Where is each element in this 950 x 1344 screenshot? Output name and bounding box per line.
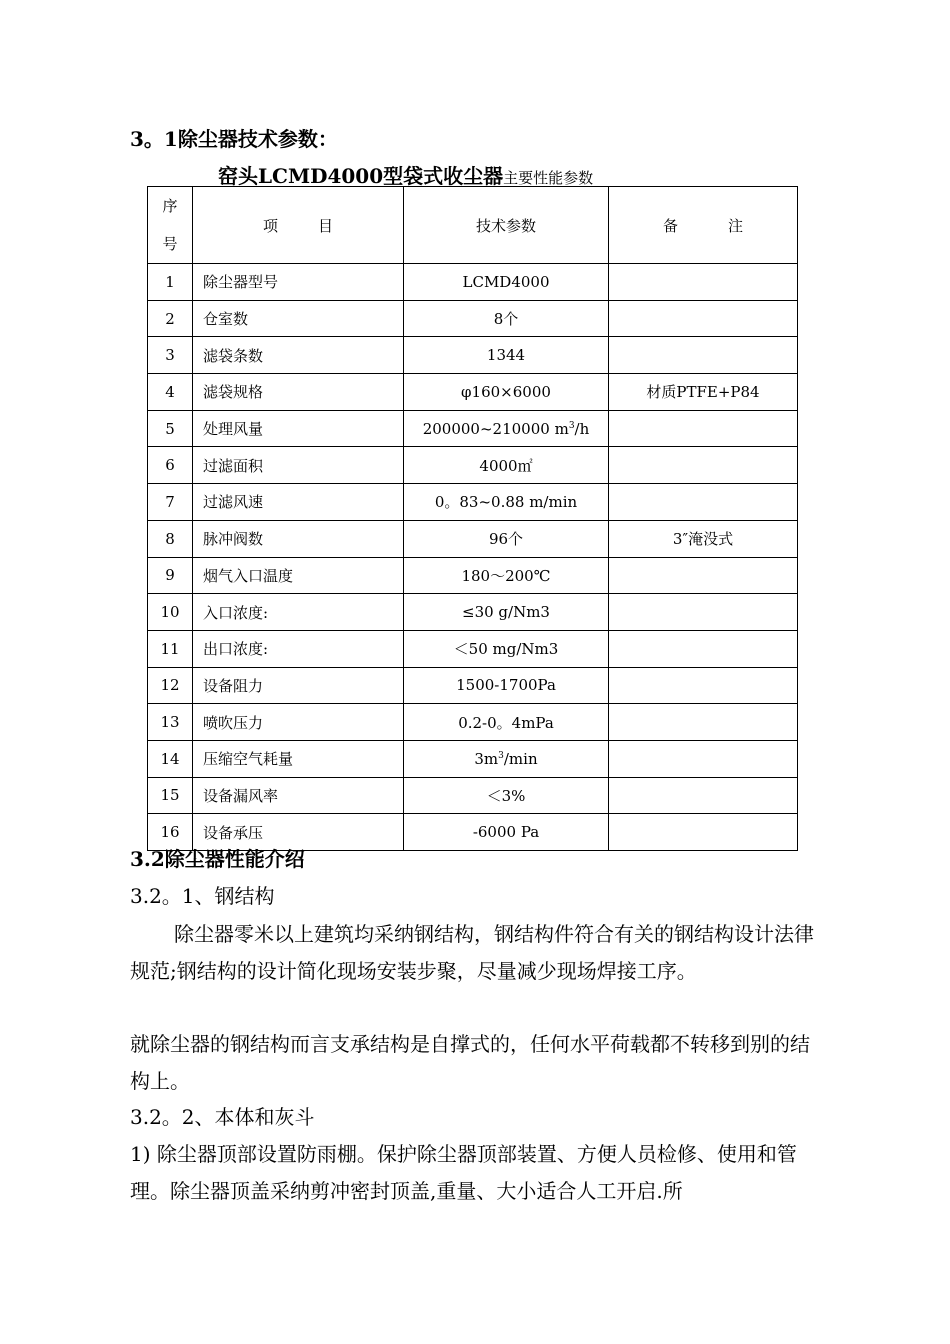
row-item: 设备阻力 (193, 667, 404, 704)
table-row (148, 704, 798, 741)
table-caption (218, 160, 593, 189)
row-param: 200000~210000 $m^3/h$ (404, 410, 609, 447)
paragraph-1: 除尘器零米以上建筑均采纳钢结构，钢结构件符合有关的钢结构设计法律规范;钢结构的设计简化现场安装步聚，尽量减少现场焊接工序。 (130, 922, 814, 983)
row-note (609, 410, 798, 447)
row-number: 15 (148, 777, 193, 814)
header-param: 技术参数 (404, 187, 609, 264)
table-caption-main: 窑头LCMD4000型袋式收尘器 (218, 164, 504, 188)
row-item: 设备承压 (193, 814, 404, 851)
row-note: 3″淹没式 (609, 520, 798, 557)
table-row (148, 300, 798, 337)
row-note (609, 630, 798, 667)
row-item: 喷吹压力 (193, 704, 404, 741)
row-param: φ160×6000 (404, 374, 609, 411)
table-row (148, 374, 798, 411)
header-note: 备注 (609, 187, 798, 264)
row-item: 烟气入口温度 (193, 557, 404, 594)
row-number: 14 (148, 740, 193, 777)
row-item: 设备漏风率 (193, 777, 404, 814)
row-item: 脉冲阀数 (193, 520, 404, 557)
row-number: 6 (148, 447, 193, 484)
row-note (609, 594, 798, 631)
header-item: 项目 (193, 187, 404, 264)
row-param: 1344 (404, 337, 609, 374)
row-number: 1 (148, 264, 193, 301)
row-number: 3 (148, 337, 193, 374)
row-item: 处理风量 (193, 410, 404, 447)
table-row (148, 484, 798, 521)
section-32-title: 3.2除尘器性能介绍 (130, 847, 305, 871)
table-row (148, 667, 798, 704)
table-row (148, 777, 798, 814)
table-row (148, 740, 798, 777)
row-param: 96个 (404, 520, 609, 557)
row-number: 13 (148, 704, 193, 741)
row-number: 10 (148, 594, 193, 631)
row-item: 滤袋规格 (193, 374, 404, 411)
row-note (609, 264, 798, 301)
row-note: 材质PTFE+P84 (609, 374, 798, 411)
row-note (609, 740, 798, 777)
row-item: 压缩空气耗量 (193, 740, 404, 777)
row-item: 仓室数 (193, 300, 404, 337)
row-number: 9 (148, 557, 193, 594)
row-note (609, 557, 798, 594)
row-note (609, 777, 798, 814)
subsection-321: 3.2。1、钢结构 (130, 884, 275, 908)
row-param: 180～200℃ (404, 557, 609, 594)
table-row (148, 557, 798, 594)
table-row (148, 410, 798, 447)
row-number: 2 (148, 300, 193, 337)
row-note (609, 300, 798, 337)
row-number: 12 (148, 667, 193, 704)
row-param: 4000㎡ (404, 447, 609, 484)
row-param: 0.2-0。4mPa (404, 704, 609, 741)
table-row (148, 520, 798, 557)
row-param: ＜50 mg/Nm3 (404, 630, 609, 667)
row-item: 过滤风速 (193, 484, 404, 521)
row-item: 过滤面积 (193, 447, 404, 484)
row-param: -6000 Pa (404, 814, 609, 851)
row-note (609, 704, 798, 741)
row-number: 16 (148, 814, 193, 851)
paragraph-2: 就除尘器的钢结构而言支承结构是自撑式的，任何水平荷载都不转移到别的结构上。 (130, 1032, 810, 1093)
subsection-322: 3.2。2、本体和灰斗 (130, 1105, 315, 1129)
table-row (148, 594, 798, 631)
table-row (148, 337, 798, 374)
table-row (148, 630, 798, 667)
section-title: 3。1除尘器技术参数： (130, 127, 338, 151)
row-note (609, 667, 798, 704)
row-param: $3m^3/\min$ (404, 740, 609, 777)
row-number: 4 (148, 374, 193, 411)
row-note (609, 447, 798, 484)
row-param: 0。83~0.88 m/min (404, 484, 609, 521)
row-param: ≤30 g/Nm3 (404, 594, 609, 631)
row-note (609, 484, 798, 521)
header-serial: 序 号 (148, 187, 193, 264)
table-header-row (148, 187, 798, 264)
row-note (609, 337, 798, 374)
parameter-table (147, 186, 798, 851)
row-number: 5 (148, 410, 193, 447)
table-row (148, 447, 798, 484)
paragraph-3: 1) 除尘器顶部设置防雨棚。保护除尘器顶部装置、方便人员检修、使用和管理。除尘器顶盖采纳剪冲密封顶盖,重量、大小适合人工开启.所 (130, 1142, 797, 1203)
table-caption-sub: 主要性能参数 (503, 169, 594, 187)
row-param: 8个 (404, 300, 609, 337)
row-param: 1500-1700Pa (404, 667, 609, 704)
row-param: LCMD4000 (404, 264, 609, 301)
row-item: 除尘器型号 (193, 264, 404, 301)
row-item: 入口浓度: (193, 594, 404, 631)
row-number: 11 (148, 630, 193, 667)
row-param: ＜3% (404, 777, 609, 814)
row-item: 滤袋条数 (193, 337, 404, 374)
row-number: 7 (148, 484, 193, 521)
table-row (148, 264, 798, 301)
row-number: 8 (148, 520, 193, 557)
row-item: 出口浓度: (193, 630, 404, 667)
